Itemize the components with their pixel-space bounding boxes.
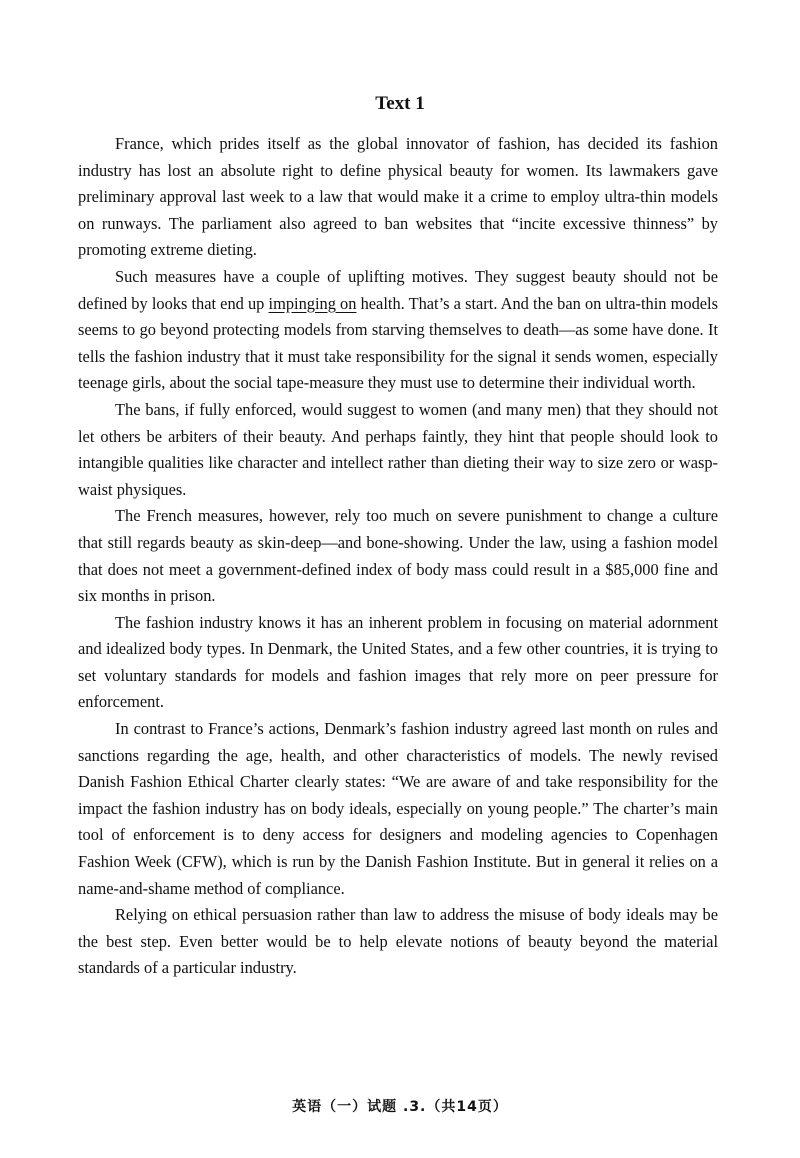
- paragraph-3: The bans, if fully enforced, would suggest to women (and many men) that they should not let others be arbiters of their beauty. And perhaps faintly, they hint that people should look to intangible qualities like character and intellect rather than dieting their way to size zero or wasp-waist physiques.: [78, 399, 718, 499]
- page-footer: 英语（一）试题 .3.（共14页）: [292, 1099, 508, 1115]
- passage-body: [78, 131, 718, 982]
- text-title: Text 1: [375, 93, 425, 114]
- paragraph-1: France, which prides itself as the global innovator of fashion, has decided its fashion industry has lost an absolute right to define physical beauty for women. Its lawmakers gave preliminary approval last week to a law that would make it a crime to employ ultra-thin models on runways. The parliament also agreed to ban websites that “incite excessive thinness” by promoting extreme dieting.: [78, 134, 718, 260]
- paragraph-7: Relying on ethical persuasion rather than law to address the misuse of body ideals may be the best step. Even better would be to help elevate notions of beauty beyond the material standards of a particular industry.: [78, 905, 718, 978]
- paragraph-2-after: health. That’s a start. And the ban on ultra-thin models seems to go beyond protecting models from starving themselves to death—as some have done. It tells the fashion industry that it must take responsibility for the signal it sends women, especially teenage girls, about the social tape-measure they must use to determine their individual worth.: [78, 293, 718, 393]
- underlined-phrase: impinging on: [268, 293, 357, 313]
- paragraph-2-before: Such measures have a couple of uplifting motives. They suggest beauty should not be defined by looks that end up: [78, 266, 718, 313]
- paragraph-6: In contrast to France’s actions, Denmark’s fashion industry agreed last month on rules and sanctions regarding the age, health, and other characteristics of models. The newly revised Danish Fashion Ethical Charter clearly states: “We are aware of and take responsibility for the impact the fashion industry has on body ideals, especially on young people.” The charter’s main tool of enforcement is to deny access for designers and modeling agencies to Copenhagen Fashion Week (CFW), which is run by the Danish Fashion Institute. But in general it relies on a name-and-shame method of compliance.: [78, 719, 718, 898]
- paragraph-5: The fashion industry knows it has an inherent problem in focusing on material adornment and idealized body types. In Denmark, the United States, and a few other countries, it is trying to set voluntary standards for models and fashion images that rely more on peer pressure for enforcement.: [78, 612, 718, 712]
- paragraph-4: The French measures, however, rely too much on severe punishment to change a culture that still regards beauty as skin-deep—and bone-showing. Under the law, using a fashion model that does not meet a government-defined index of body mass could result in a $85,000 fine and six months in prison.: [78, 506, 718, 606]
- paragraph-2: [78, 264, 718, 397]
